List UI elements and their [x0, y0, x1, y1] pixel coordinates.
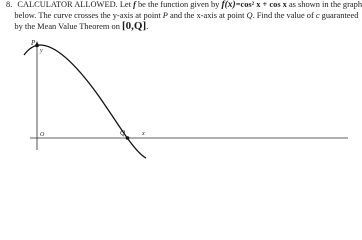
- function-expression-rhs: cos² x + cos x: [240, 0, 287, 9]
- function-symbol: f: [133, 0, 136, 9]
- question-number: 8.: [6, 0, 13, 9]
- point-p-marker: [35, 44, 39, 48]
- function-expression-lhs: f(x): [221, 0, 236, 10]
- text-by-mvt: by the Mean Value Theorem on: [14, 22, 120, 32]
- text-find-value: . Find the value of: [252, 10, 314, 20]
- graph-label-y: y: [40, 48, 43, 54]
- graph-label-q: Q: [120, 129, 126, 137]
- point-p-text: P: [162, 10, 168, 20]
- function-curve: [24, 45, 146, 158]
- text-let: Let: [119, 0, 131, 9]
- text-as-shown: as shown in the graph: [288, 0, 362, 9]
- graph-label-p: P: [31, 39, 36, 47]
- text-below-crosses: below. The curve crosses the y-axis at point: [14, 10, 161, 20]
- text-guaranteed: guaranteed: [321, 10, 359, 20]
- c-symbol: c: [315, 10, 320, 20]
- equals-sign: =: [235, 0, 241, 9]
- text-period: .: [146, 22, 149, 32]
- text-and-x-axis: and the x-axis at point: [169, 10, 245, 20]
- graph-label-x: x: [142, 131, 145, 137]
- graph-label-o: O: [40, 132, 45, 138]
- interval-expression: [0,Q]: [121, 20, 147, 33]
- point-q-text: Q: [246, 10, 253, 20]
- calculator-allowed-label: CALCULATOR ALLOWED.: [17, 0, 118, 9]
- point-q-marker: [126, 136, 130, 140]
- text-function-given-by: be the function given by: [137, 0, 220, 9]
